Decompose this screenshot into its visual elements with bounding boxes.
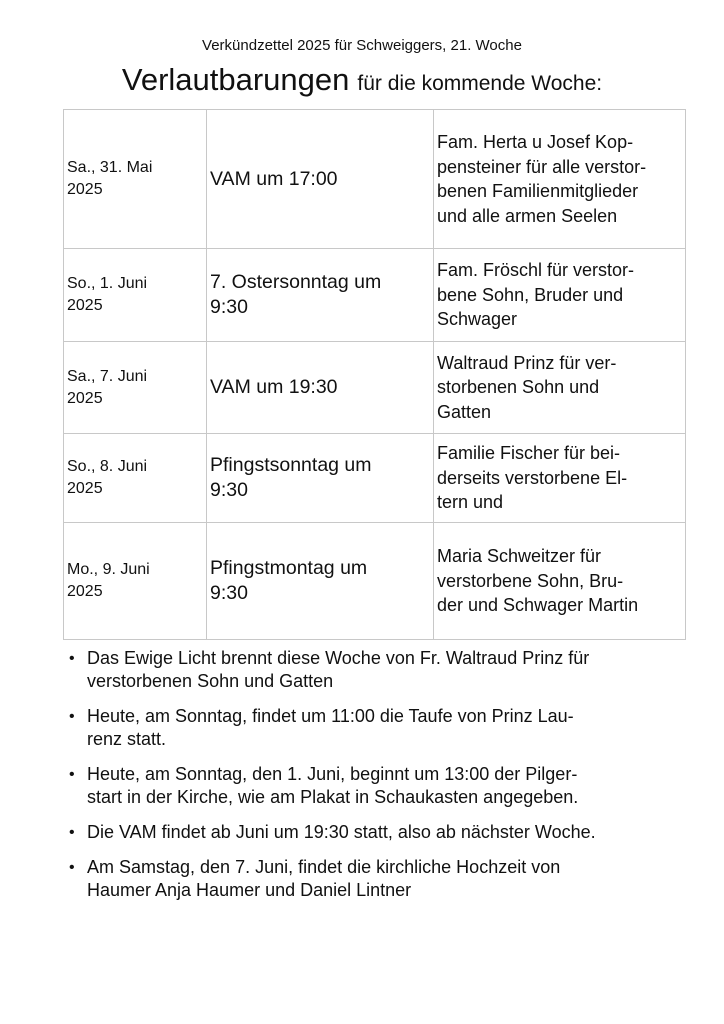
announcement-item	[62, 647, 692, 693]
schedule-date-line: 2025	[67, 480, 103, 497]
announcement-item	[62, 763, 692, 809]
page-title-suffix: für die kommende Woche:	[357, 72, 603, 95]
schedule-event	[207, 249, 434, 342]
schedule-date	[64, 249, 207, 342]
schedule-event-line: 7. Ostersonntag um	[210, 271, 382, 293]
schedule-event	[207, 523, 434, 640]
page-title: Verlautbarungen	[121, 62, 350, 97]
schedule-date-line: 2025	[67, 389, 103, 407]
document-subtitle: Verkündzettel 2025 für Schweiggers, 21. Woche	[202, 37, 522, 54]
schedule-intention-line: Familie Fischer für bei-	[437, 443, 621, 464]
schedule-date-line: 2025	[67, 181, 103, 198]
announcement-line: Die VAM findet ab Juni um 19:30 statt, also ab nächster Woche.	[87, 822, 596, 842]
schedule-intention	[434, 523, 686, 640]
schedule-row	[64, 249, 686, 342]
schedule-intention-line: benen Familienmitglieder	[437, 181, 639, 201]
announcement-line: Heute, am Sonntag, findet um 11:00 die Taufe von Prinz Lau-	[87, 706, 574, 726]
schedule-event	[207, 110, 434, 249]
schedule-intention-line: bene Sohn, Bruder und	[437, 284, 624, 305]
schedule-intention-line: derseits verstorbene El-	[437, 467, 628, 488]
schedule-table	[63, 109, 686, 640]
schedule-date-line: 2025	[67, 583, 103, 600]
announcement-item	[62, 705, 692, 751]
announcement-line: start in der Kirche, wie am Plakat in Schaukasten angegeben.	[87, 787, 579, 807]
schedule-intention-line: Waltraud Prinz für ver-	[437, 352, 617, 373]
announcement-line: Heute, am Sonntag, den 1. Juni, beginnt um 13:00 der Pilger-	[87, 764, 578, 784]
announcement-line: verstorbenen Sohn und Gatten	[87, 671, 334, 691]
schedule-event-line: Pfingstmontag um	[210, 557, 368, 579]
schedule-intention	[434, 434, 686, 523]
announcement-item	[62, 856, 692, 902]
schedule-intention	[434, 110, 686, 249]
schedule-date	[64, 523, 207, 640]
schedule-date-line: 2025	[67, 297, 103, 314]
announcement-item	[62, 821, 692, 844]
schedule-intention-line: Fam. Fröschl für verstor-	[437, 260, 635, 281]
schedule-event-line: VAM um 19:30	[210, 376, 338, 398]
schedule-intention-line: Maria Schweitzer für	[437, 546, 602, 567]
schedule-intention-line: Fam. Herta u Josef Kop-	[437, 132, 634, 152]
schedule-intention-line: tern und	[437, 492, 504, 513]
schedule-intention-line: und alle armen Seelen	[437, 205, 618, 226]
schedule-date-line: Mo., 9. Juni	[67, 561, 150, 578]
schedule-date	[64, 434, 207, 523]
schedule-date	[64, 342, 207, 434]
schedule-event-line: 9:30	[210, 479, 248, 501]
schedule-date-line: Sa., 7. Juni	[67, 367, 148, 385]
schedule-row	[64, 523, 686, 640]
schedule-event	[207, 434, 434, 523]
bullet-icon: •	[69, 859, 75, 876]
schedule-date-line: Sa., 31. Mai	[67, 159, 153, 176]
schedule-intention-line: storbenen Sohn und	[437, 377, 600, 398]
schedule-date-line: So., 1. Juni	[67, 275, 148, 292]
bullet-icon: •	[69, 766, 75, 783]
schedule-row	[64, 110, 686, 249]
announcement-line: renz statt.	[87, 729, 167, 749]
bullet-icon: •	[69, 708, 75, 725]
schedule-intention	[434, 342, 686, 434]
announcements-list	[62, 647, 692, 914]
schedule-intention-line: verstorbene Sohn, Bru-	[437, 570, 624, 591]
schedule-intention-line: der und Schwager Martin	[437, 595, 639, 616]
schedule-date	[64, 110, 207, 249]
title-row	[0, 62, 724, 98]
bullet-icon: •	[69, 650, 75, 667]
schedule-date-line: So., 8. Juni	[67, 458, 148, 475]
schedule-intention-line: Schwager	[437, 309, 518, 330]
schedule-event-line: 9:30	[210, 582, 248, 604]
schedule-row	[64, 342, 686, 434]
announcement-line: Am Samstag, den 7. Juni, findet die kirchliche Hochzeit von	[87, 857, 561, 877]
announcement-line: Haumer Anja Haumer und Daniel Lintner	[87, 880, 412, 900]
announcement-line: Das Ewige Licht brennt diese Woche von Fr. Waltraud Prinz für	[87, 648, 590, 668]
schedule-event-line: 9:30	[210, 296, 248, 318]
bullet-icon: •	[69, 824, 75, 841]
schedule-row	[64, 434, 686, 523]
schedule-event-line: Pfingstsonntag um	[210, 454, 372, 476]
schedule-intention	[434, 249, 686, 342]
schedule-intention-line: Gatten	[437, 401, 492, 422]
schedule-event-line: VAM um 17:00	[210, 167, 338, 190]
schedule-intention-line: pensteiner für alle verstor-	[437, 156, 647, 177]
schedule-event	[207, 342, 434, 434]
